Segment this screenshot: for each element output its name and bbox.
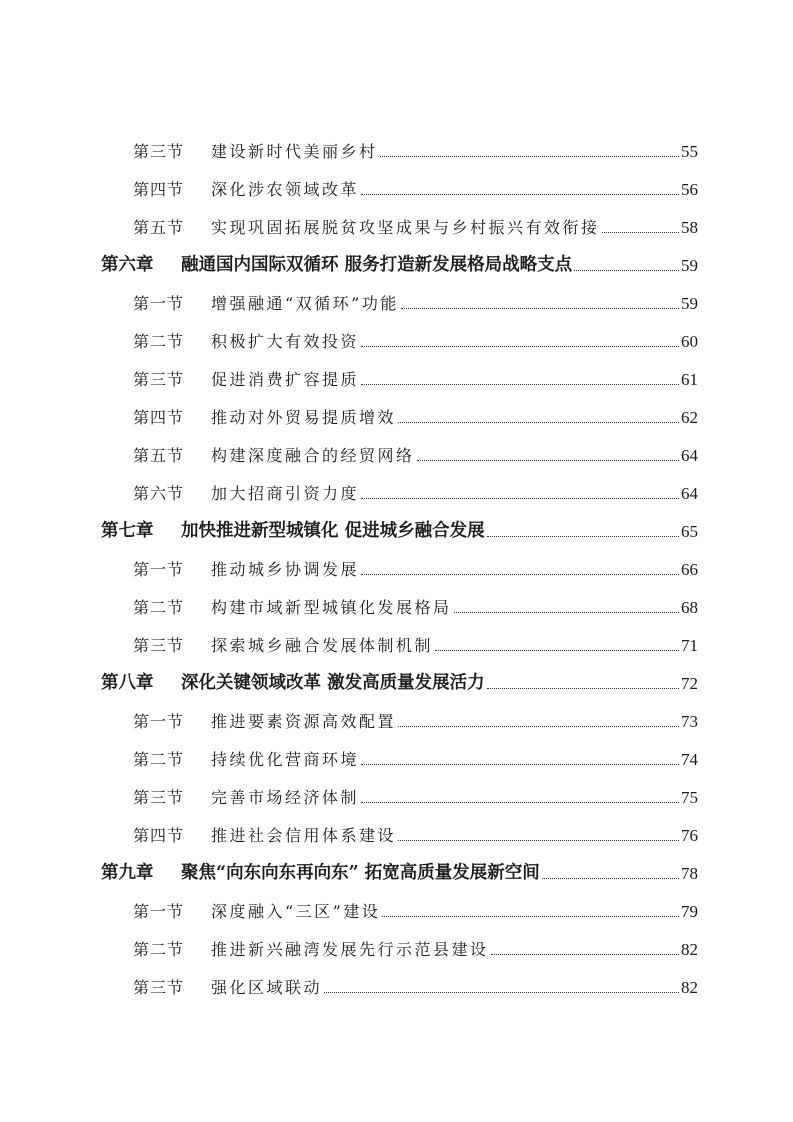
dot-leader (487, 688, 679, 689)
section-number: 第六节 (133, 484, 185, 503)
dot-leader (435, 650, 679, 651)
chapter-title: 聚焦“向东向东再向东” 拓宽高质量发展新空间 (181, 863, 540, 883)
section-title: 持续优化营商环境 (211, 750, 360, 769)
toc-entry[interactable] (133, 428, 698, 466)
toc-entry[interactable] (133, 960, 698, 998)
dot-leader (361, 384, 679, 385)
section-title: 推进新兴融湾发展先行示范县建设 (211, 940, 489, 959)
section-number: 第三节 (133, 142, 185, 161)
dot-leader (361, 194, 679, 195)
page-number: 56 (681, 180, 698, 199)
toc-chapter-entry[interactable] (101, 656, 698, 694)
section-title: 构建深度融合的经贸网络 (211, 446, 415, 465)
page-number: 59 (681, 256, 698, 275)
dot-leader (398, 422, 679, 423)
toc-chapter-entry[interactable] (101, 238, 698, 276)
section-number: 第一节 (133, 560, 185, 579)
dot-leader (574, 270, 679, 271)
section-number: 第二节 (133, 332, 185, 351)
section-title: 推进要素资源高效配置 (211, 712, 397, 731)
dot-leader (417, 460, 679, 461)
toc-chapter-entry[interactable] (101, 846, 698, 884)
section-number: 第一节 (133, 712, 185, 731)
section-title: 探索城乡融合发展体制机制 (211, 636, 434, 655)
dot-leader (542, 878, 679, 879)
section-title: 实现巩固拓展脱贫攻坚成果与乡村振兴有效衔接 (211, 218, 600, 237)
dot-leader (382, 916, 679, 917)
section-number: 第三节 (133, 978, 185, 997)
toc-entry[interactable] (133, 694, 698, 732)
dot-leader (487, 536, 679, 537)
section-number: 第四节 (133, 408, 185, 427)
toc-entry[interactable] (133, 352, 698, 390)
toc-entry[interactable] (133, 314, 698, 352)
dot-leader (454, 612, 679, 613)
page-number: 79 (681, 902, 698, 921)
section-number: 第一节 (133, 902, 185, 921)
section-number: 第三节 (133, 370, 185, 389)
section-title: 加大招商引资力度 (211, 484, 360, 503)
section-title: 深度融入“三区”建设 (211, 902, 381, 921)
toc-entry[interactable] (133, 466, 698, 504)
page-number: 72 (681, 674, 698, 693)
page-number: 59 (681, 294, 698, 313)
toc-entry[interactable] (133, 390, 698, 428)
section-title: 推动对外贸易提质增效 (211, 408, 397, 427)
toc-entry[interactable] (133, 124, 698, 162)
toc-entry[interactable] (133, 542, 698, 580)
toc-entry[interactable] (133, 808, 698, 846)
page-number: 74 (681, 750, 698, 769)
toc-entry[interactable] (133, 200, 698, 238)
section-title: 促进消费扩容提质 (211, 370, 360, 389)
dot-leader (361, 574, 679, 575)
dot-leader (361, 498, 679, 499)
page-number: 76 (681, 826, 698, 845)
page-number: 62 (681, 408, 698, 427)
section-title: 深化涉农领域改革 (211, 180, 360, 199)
section-title: 推动城乡协调发展 (211, 560, 360, 579)
section-title: 建设新时代美丽乡村 (211, 142, 378, 161)
dot-leader (324, 992, 679, 993)
chapter-title: 加快推进新型城镇化 促进城乡融合发展 (181, 521, 485, 541)
chapter-number: 第六章 (101, 255, 154, 275)
chapter-number: 第九章 (101, 863, 154, 883)
toc-entry[interactable] (133, 618, 698, 656)
section-number: 第二节 (133, 598, 185, 617)
section-title: 构建市域新型城镇化发展格局 (211, 598, 452, 617)
toc-entry[interactable] (133, 732, 698, 770)
section-title: 完善市场经济体制 (211, 788, 360, 807)
page-number: 64 (681, 446, 698, 465)
section-number: 第三节 (133, 636, 185, 655)
section-number: 第二节 (133, 750, 185, 769)
section-number: 第五节 (133, 446, 185, 465)
page-number: 78 (681, 864, 698, 883)
page-number: 71 (681, 636, 698, 655)
page-number: 82 (681, 940, 698, 959)
toc-entry[interactable] (133, 162, 698, 200)
page-number: 58 (681, 218, 698, 237)
section-title: 推进社会信用体系建设 (211, 826, 397, 845)
chapter-title: 深化关键领域改革 激发高质量发展活力 (181, 673, 485, 693)
page-number: 55 (681, 142, 698, 161)
section-title: 强化区域联动 (211, 978, 323, 997)
section-number: 第四节 (133, 826, 185, 845)
section-title: 积极扩大有效投资 (211, 332, 360, 351)
page-number: 60 (681, 332, 698, 351)
section-number: 第一节 (133, 294, 185, 313)
page-number: 64 (681, 484, 698, 503)
chapter-number: 第七章 (101, 521, 154, 541)
dot-leader (361, 764, 679, 765)
toc-entry[interactable] (133, 922, 698, 960)
dot-leader (401, 308, 679, 309)
page-number: 65 (681, 522, 698, 541)
page-number: 61 (681, 370, 698, 389)
page-number: 66 (681, 560, 698, 579)
toc-entry[interactable] (133, 580, 698, 618)
section-number: 第三节 (133, 788, 185, 807)
toc-entry[interactable] (133, 884, 698, 922)
dot-leader (398, 726, 679, 727)
page-number: 75 (681, 788, 698, 807)
toc-entry[interactable] (133, 770, 698, 808)
chapter-number: 第八章 (101, 673, 154, 693)
page-number: 68 (681, 598, 698, 617)
dot-leader (361, 802, 679, 803)
section-number: 第五节 (133, 218, 185, 237)
dot-leader (398, 840, 679, 841)
dot-leader (361, 346, 679, 347)
section-title: 增强融通“双循环”功能 (211, 294, 399, 313)
toc-chapter-entry[interactable] (101, 504, 698, 542)
page-number: 73 (681, 712, 698, 731)
dot-leader (491, 954, 679, 955)
toc-entry[interactable] (133, 276, 698, 314)
chapter-title: 融通国内国际双循环 服务打造新发展格局战略支点 (181, 255, 573, 275)
section-number: 第四节 (133, 180, 185, 199)
dot-leader (380, 156, 679, 157)
section-number: 第二节 (133, 940, 185, 959)
page-number: 82 (681, 978, 698, 997)
dot-leader (602, 232, 679, 233)
